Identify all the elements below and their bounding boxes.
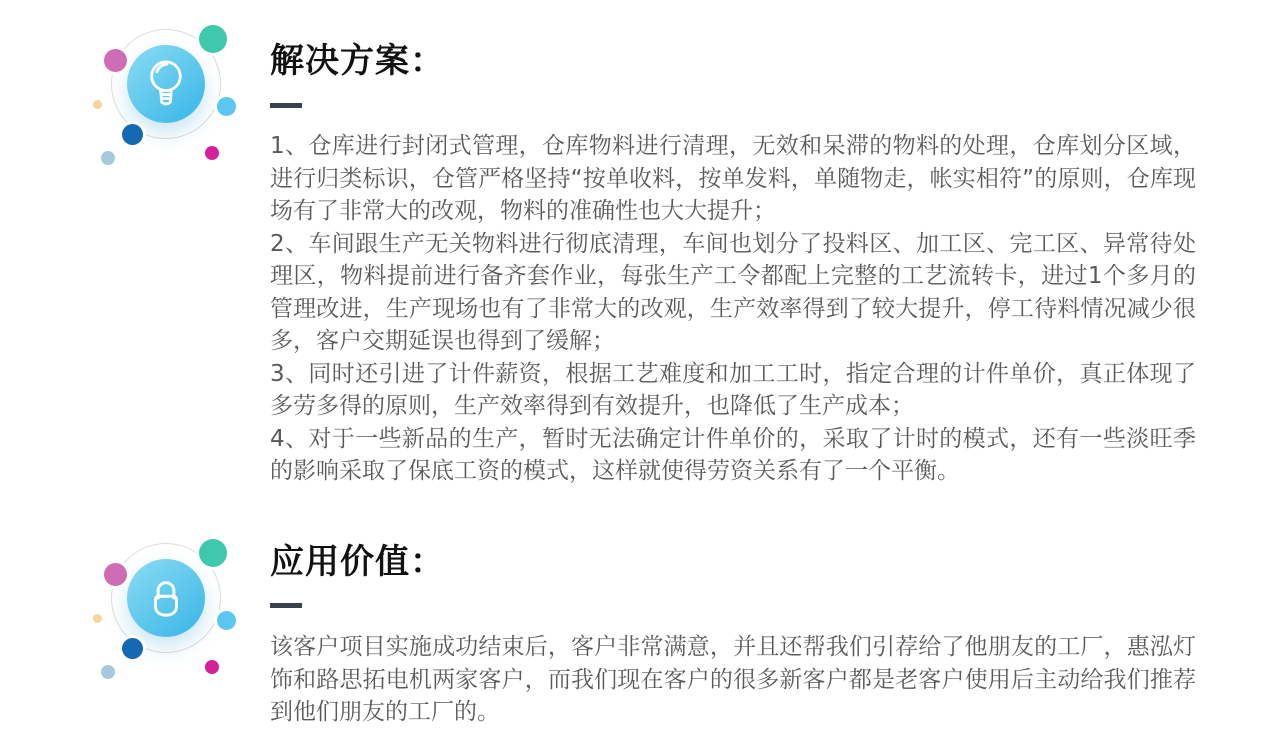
solution-paragraph-1: 1、仓库进行封闭式管理，仓库物料进行清理，无效和呆滞的物料的处理，仓库划分区域，进行归类标识，仓管严格坚持“按单收料，按单发料，单随物走，帐实相符”的原则，仓库现场有了非常大的改观，物料的准确性也大大提升； <box>270 133 1196 224</box>
decorative-dot-magenta <box>205 660 219 674</box>
decorative-dot-blue-light <box>217 97 236 116</box>
solution-paragraph-2: 2、车间跟生产无关物料进行彻底清理，车间也划分了投料区、加工区、完工区、异常待处理区，物料提前进行备齐套作业，每张生产工令都配上完整的工艺流转卡，进过1个多月的管理改进，生产现场也有了非常大的改观，生产效率得到了较大提升，停工待料情况减少很多，客户交期延误也得到了缓解； <box>270 230 1196 354</box>
decorative-dot-magenta <box>205 146 219 160</box>
decorative-dot-pink <box>104 49 127 72</box>
lock-icon-cluster <box>94 526 244 676</box>
decorative-dot-pink <box>104 563 127 586</box>
decorative-dot-tan <box>93 614 102 623</box>
decorative-dot-teal <box>199 25 227 53</box>
lightbulb-icon-cluster <box>94 12 244 162</box>
icon-badge <box>127 45 205 123</box>
decorative-dot-teal <box>199 539 227 567</box>
solution-text <box>270 130 1196 488</box>
solution-paragraph-4: 4、对于一些新品的生产，暂时无法确定计件单价的，采取了计时的模式，还有一些淡旺季的影响采取了保底工资的模式，这样就使得劳资关系有了一个平衡。 <box>270 425 1196 484</box>
decorative-dot-tan <box>93 100 102 109</box>
application-value-text <box>270 631 1196 729</box>
decorative-dot-blue-dark <box>122 638 143 659</box>
decorative-dot-blue-dark <box>122 124 143 145</box>
solution-paragraph-3: 3、同时还引进了计件薪资，根据工艺难度和加工工时，指定合理的计件单价，真正体现了多劳多得的原则，生产效率得到有效提升，也降低了生产成本； <box>270 360 1196 419</box>
lightbulb-icon <box>145 58 187 110</box>
title-divider <box>270 603 302 608</box>
section-title-solution: 解决方案： <box>270 41 445 81</box>
section-title-application-value: 应用价值： <box>270 542 445 582</box>
title-divider <box>270 103 302 108</box>
decorative-dot-blue-gray <box>101 151 115 165</box>
value-paragraph-1: 该客户项目实施成功结束后，客户非常满意，并且还帮我们引荐给了他朋友的工厂，惠泓灯饰和路思拓电机两家客户，而我们现在客户的很多新客户都是老客户使用后主动给我们推荐到他们朋友的工厂的。 <box>270 634 1196 725</box>
icon-badge <box>127 559 205 637</box>
lock-icon <box>145 575 187 621</box>
decorative-dot-blue-gray <box>101 665 115 679</box>
decorative-dot-blue-light <box>217 611 236 630</box>
